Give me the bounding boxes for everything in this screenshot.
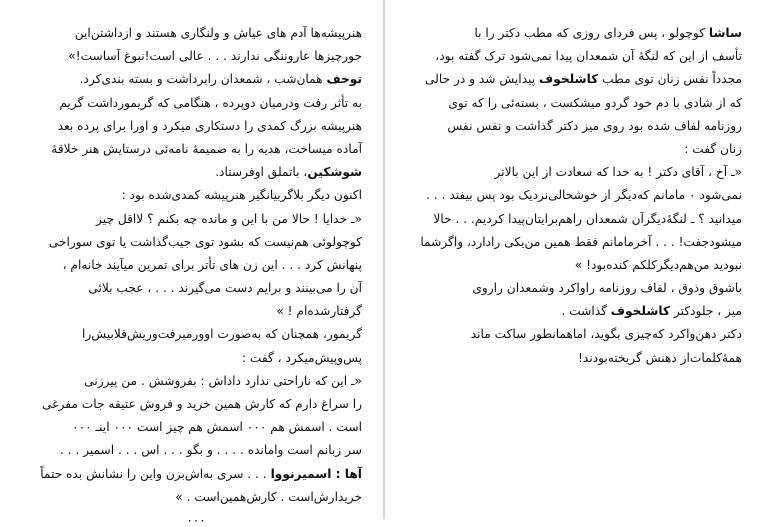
text-line: [30, 486, 362, 509]
left-page: [30, 22, 362, 527]
text-line: [412, 45, 742, 68]
left-page-text: [30, 22, 362, 509]
book-gutter: [383, 0, 385, 519]
text-line: [412, 161, 742, 184]
line-text: نمی‌شود ۰ مامانم که‌دیگر از خوشحالی‌نزدیک بود پس بیفتد . . .: [426, 188, 742, 203]
text-line: [30, 231, 362, 254]
line-text: کوچولوئی هم‌نیست که بشود توی جیب‌گذاشت یا توی سوراخی: [48, 234, 362, 249]
line-text: . . . سری به‌اش‌بزن واین را نشانش بده حتماً: [40, 466, 271, 481]
line-text: همان‌شب ، شمعدان رابرداشت و بسته بندی‌کرد.: [79, 72, 327, 87]
line-text: ، باتملق اوفرستاد.: [215, 165, 308, 180]
text-line: [412, 277, 742, 300]
text-line: [30, 22, 362, 45]
line-text: گریمور، همچنان که به‌صورت اوورمیرفت‌وریش‌قلابیش‌را: [82, 327, 362, 342]
line-text: خریدارش‌است . کارش‌همین‌است . »: [175, 489, 362, 504]
bold-name: کاشلخوف: [610, 304, 671, 319]
text-line: [412, 323, 742, 346]
line-text: «ـ این که ناراحتی ندارد داداش : بفروشش . من پیرزنی: [84, 373, 362, 388]
line-text: است . اسمش هم ۰۰۰ اسمش هم چیز است ۰۰۰ اینـ ۰۰۰: [72, 420, 362, 435]
line-text: دکتر دهن‌واکرد که‌چیزی بگوید، اماهمانطور ساکت ماند: [470, 327, 742, 342]
text-line: [412, 300, 742, 323]
text-line: [30, 393, 362, 416]
text-line: [30, 300, 362, 323]
line-text: سر زبانم است وامانده . . . . و بگو . . . اس . . . اسمیر . . .: [59, 443, 362, 458]
line-text: آن را می‌بینند و برایم دست می‌گیرند . . . ، عجب بلائی: [88, 281, 362, 296]
text-line: [412, 184, 742, 207]
text-line: [30, 184, 362, 207]
line-text: هنرپیشه‌ها آدم های عیاش و ولنگاری هستند و ازداشتن‌این: [74, 26, 362, 40]
text-line: [30, 161, 362, 184]
text-line: [30, 323, 362, 346]
line-text: جورچیزها عاروننگی ندارند . . . عالی است!نبوغ آساست!»: [68, 49, 362, 64]
text-line: [412, 68, 742, 91]
line-text: هنرپیشه بزرگ کمدی را دستکاری میکرد و اورا برای پرده بعد: [57, 118, 362, 133]
line-text: مجدداً نفس زنان توی مطب: [598, 72, 742, 87]
text-line: [30, 68, 362, 91]
text-line: [30, 208, 362, 231]
bold-name: شوشکین: [307, 165, 362, 180]
line-text: «ـ خدایا ! حالا من با این و مانده چه بکنم ؟ لااقل چیز: [96, 211, 362, 226]
text-line: [30, 138, 362, 161]
line-text: همهٔ‌کلمات‌از ذهنش گریخته‌بودند!: [578, 350, 742, 365]
line-text: که از شادی با دم خود گردو میشکست ، بسته‌ئی را که توی: [448, 95, 742, 110]
line-text: میز ، جلودکتر: [670, 304, 742, 319]
line-text: آماده میساخت، هدیه را به ضمیمهٔ نامه‌ئی درستایش هنر خلاقهٔ: [51, 141, 362, 156]
text-line: [30, 416, 362, 439]
text-line: [30, 115, 362, 138]
line-text: کوچولو ، پس فردای روزی که مطب دکتر را با: [474, 26, 709, 40]
line-text: پیدایش شد و در حالی: [424, 72, 540, 87]
line-text: به تأثر رفت ودرمیان دوپرده ، هنگامی که گریمورداشت گریم: [59, 95, 362, 110]
line-text: پس‌وپیش‌میکرد ، گفت :: [241, 350, 362, 365]
text-line: [30, 277, 362, 300]
line-text: تأسف از این که لنگهٔ آن شمعدان پیدا نمی‌شود ترک گفته بود،: [435, 49, 742, 64]
line-text: را سراغ دارم که کارش همین خرید و فروش عتیقه جات مفرغی: [41, 397, 362, 411]
right-page: [412, 22, 742, 512]
text-line: [30, 45, 362, 68]
text-line: [412, 22, 742, 45]
text-line: [30, 439, 362, 462]
line-text: اکنون دیگر بلاگربیانگیر هنرپیشه کمدی‌شده بود :: [121, 188, 362, 203]
line-text: گذاشت .: [561, 304, 611, 319]
text-line: [412, 347, 742, 370]
text-line: [30, 370, 362, 393]
line-text: میشودجفت! . . . آخرمامانم فقط همین من‌یکی رادارد، واگرشما: [420, 234, 742, 249]
page-end-dots: ۰۰۰: [186, 512, 206, 527]
text-line: [30, 347, 362, 370]
line-text: نبودید من‌هم‌دیگرکلکم کنده‌بود! »: [574, 257, 742, 272]
line-text: باشوق وذوق ، لفاف روزنامه راواکرد وشمعدان راروی: [472, 281, 742, 296]
line-text: میدانید ؟ ـ لنگهٔ‌دیگرآن شمعدان راهم‌برایتان‌پیدا کردیم. . . حالا: [433, 211, 742, 226]
line-text: زنان گفت :: [684, 141, 742, 156]
bold-name: ساشا: [708, 26, 742, 40]
text-line: [412, 254, 742, 277]
bold-name: آها : اسمیرنووا: [270, 466, 362, 481]
line-text: روزنامه لفاف شده بود روی میز دکتر گذاشت و نفس نفس: [447, 118, 742, 133]
text-line: [30, 254, 362, 277]
line-text: «ـ آخ ، آقای دکتر ! به خدا که سعادت از این بالاتر: [494, 165, 742, 180]
right-page-text: [412, 22, 742, 370]
line-text: پنهانش کرد . . . این زن های تأتر برای تمرین میآیند خانه‌ام ،: [62, 257, 362, 272]
text-line: [412, 231, 742, 254]
text-line: [412, 208, 742, 231]
text-line: [412, 138, 742, 161]
bold-name: کاشلخوف: [539, 72, 599, 87]
text-line: [30, 92, 362, 115]
line-text: گرفتارشده‌ام ! »: [276, 304, 362, 319]
text-line: [412, 115, 742, 138]
text-line: [30, 463, 362, 486]
bold-name: توخف: [326, 72, 362, 87]
text-line: [412, 92, 742, 115]
